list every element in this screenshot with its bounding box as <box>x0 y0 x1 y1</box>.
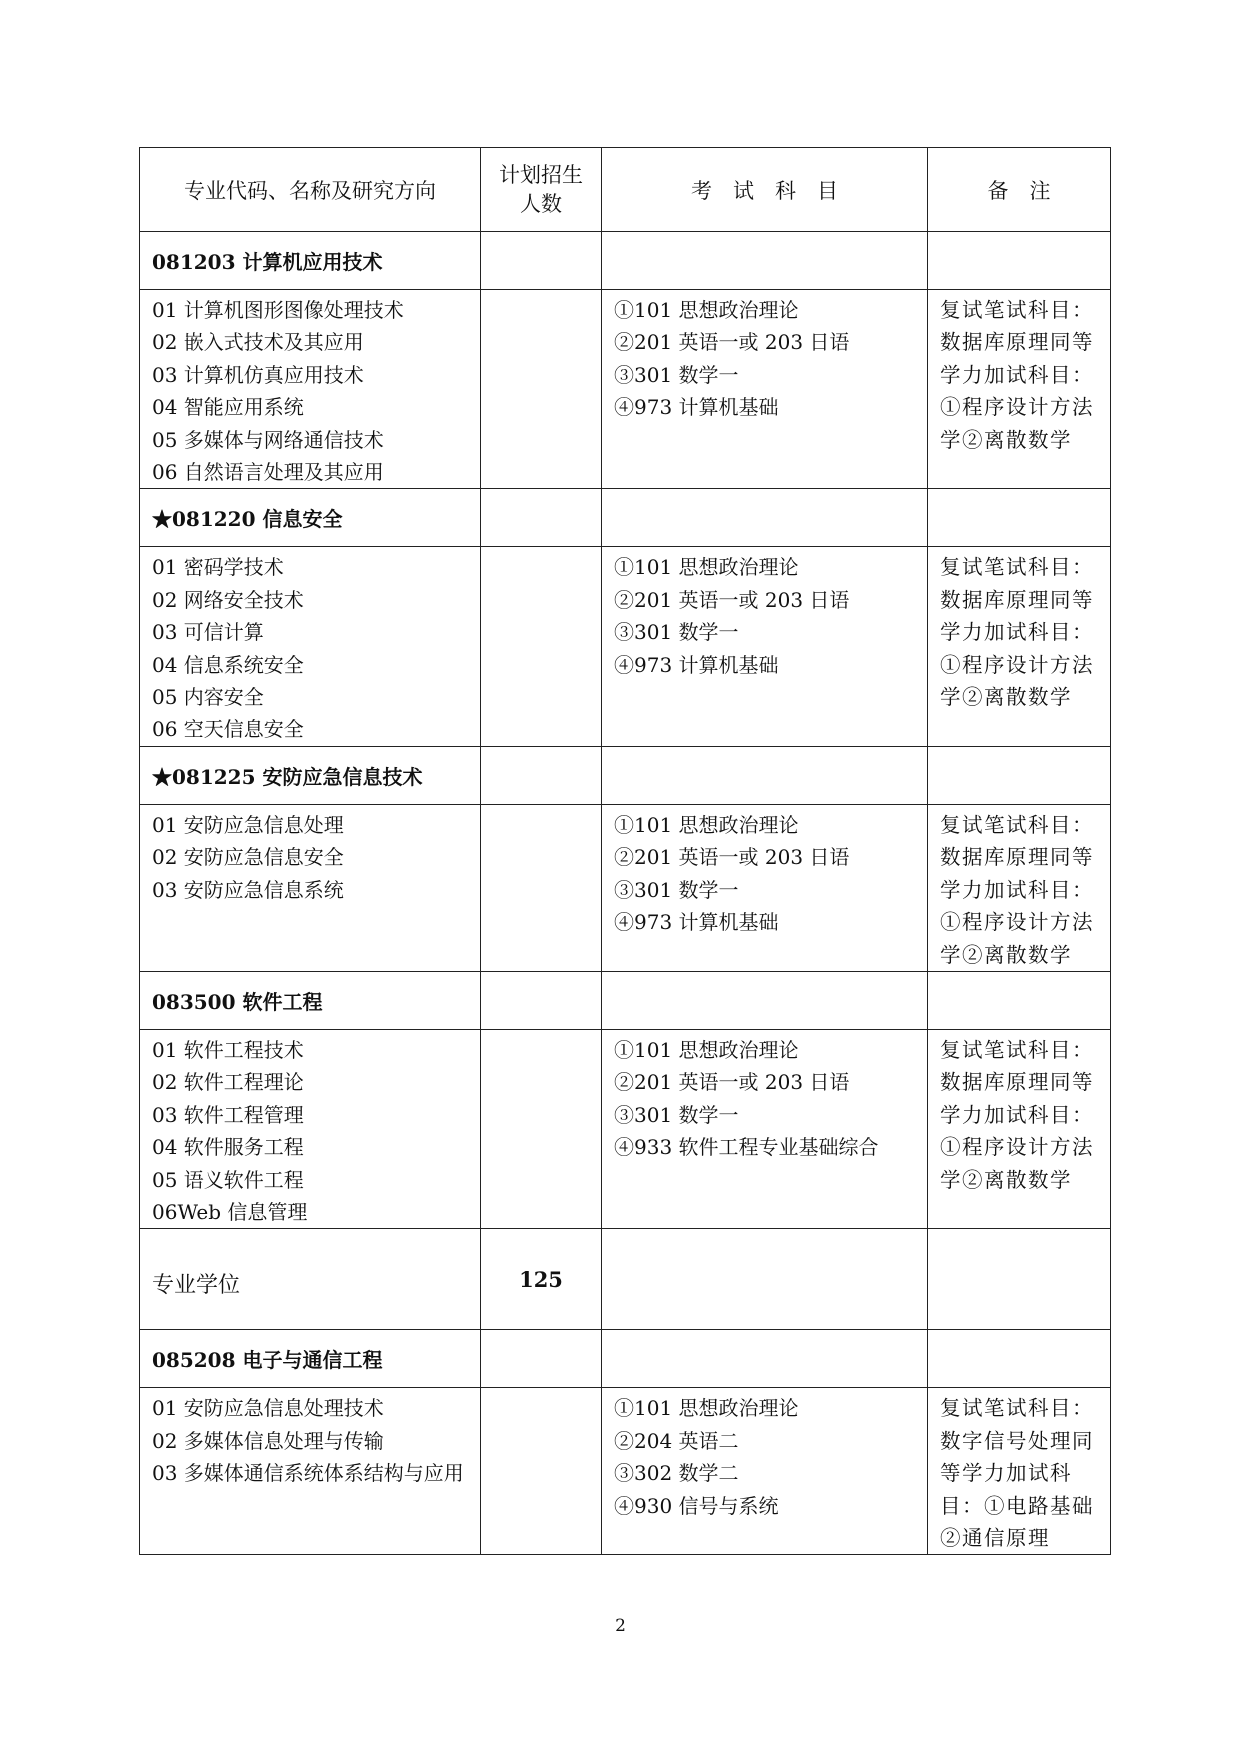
exam-item: ④973 计算机基础 <box>614 652 779 677</box>
section-title: ★081225 安防应急信息技术 <box>140 746 481 804</box>
direction-item: 06 自然语言处理及其应用 <box>152 460 384 485</box>
direction-item: 05 多媒体与网络通信技术 <box>152 427 384 452</box>
direction-item: 04 信息系统安全 <box>152 652 304 677</box>
section-title-row <box>140 971 1111 1029</box>
exam-item: ①101 思想政治理论 <box>614 1037 799 1062</box>
exam-subjects <box>602 1388 928 1555</box>
header-plan-count-line1: 计划招生 <box>499 162 583 187</box>
research-directions <box>140 1388 481 1555</box>
exam-item: ①101 思想政治理论 <box>614 1396 799 1421</box>
section-detail-row <box>140 804 1111 971</box>
remark: 复试笔试科目：数据库原理同等学力加试科目：①程序设计方法学②离散数学 <box>928 804 1111 971</box>
direction-item: 02 安防应急信息安全 <box>152 845 344 870</box>
remark: 复试笔试科目：数字信号处理同等学力加试科目：①电路基础②通信原理 <box>928 1388 1111 1555</box>
exam-item: ②201 英语一或 203 日语 <box>614 845 850 870</box>
exam-item: ④973 计算机基础 <box>614 910 779 935</box>
section-title: 083500 软件工程 <box>140 971 481 1029</box>
exam-subjects <box>602 290 928 489</box>
section-title-row <box>140 232 1111 290</box>
section-title: 085208 电子与通信工程 <box>140 1330 481 1388</box>
direction-item: 02 多媒体信息处理与传输 <box>152 1428 384 1453</box>
exam-item: ④973 计算机基础 <box>614 395 779 420</box>
remark: 复试笔试科目：数据库原理同等学力加试科目：①程序设计方法学②离散数学 <box>928 1029 1111 1228</box>
direction-item: 05 语义软件工程 <box>152 1167 304 1192</box>
exam-item: ③301 数学一 <box>614 620 739 645</box>
research-directions <box>140 804 481 971</box>
exam-item: ③301 数学一 <box>614 362 739 387</box>
direction-item: 02 软件工程理论 <box>152 1070 304 1095</box>
direction-item: 01 密码学技术 <box>152 555 284 580</box>
direction-item: 01 计算机图形图像处理技术 <box>152 298 404 322</box>
section-title-row <box>140 1330 1111 1388</box>
exam-subjects <box>602 804 928 971</box>
research-directions <box>140 1029 481 1228</box>
research-directions <box>140 290 481 489</box>
plan-count-cell <box>481 1388 602 1555</box>
exam-item: ④930 信号与系统 <box>614 1493 779 1518</box>
direction-item: 03 可信计算 <box>152 620 264 645</box>
direction-item: 02 网络安全技术 <box>152 587 304 612</box>
section-detail-row <box>140 290 1111 489</box>
direction-item: 03 安防应急信息系统 <box>152 877 344 902</box>
section-title-row <box>140 746 1111 804</box>
exam-item: ②201 英语一或 203 日语 <box>614 330 850 355</box>
exam-subjects <box>602 547 928 746</box>
degree-row <box>140 1229 1111 1330</box>
plan-count-cell <box>481 1029 602 1228</box>
degree-plan-count: 125 <box>481 1229 602 1330</box>
remark: 复试笔试科目：数据库原理同等学力加试科目：①程序设计方法学②离散数学 <box>928 547 1111 746</box>
exam-item: ③301 数学一 <box>614 877 739 902</box>
exam-item: ①101 思想政治理论 <box>614 555 799 580</box>
section-title: 081203 计算机应用技术 <box>140 232 481 290</box>
header-exam-subjects: 考 试 科 目 <box>602 148 928 232</box>
direction-item: 03 计算机仿真应用技术 <box>152 362 364 387</box>
degree-title: 专业学位 <box>140 1229 481 1330</box>
direction-item: 01 软件工程技术 <box>152 1037 304 1062</box>
header-plan-count <box>481 148 602 232</box>
section-detail-row <box>140 1029 1111 1228</box>
direction-item: 03 多媒体通信系统体系结构与应用 <box>152 1461 464 1486</box>
direction-item: 01 安防应急信息处理技术 <box>152 1396 384 1421</box>
exam-subjects <box>602 1029 928 1228</box>
exam-item: ①101 思想政治理论 <box>614 812 799 837</box>
exam-item: ①101 思想政治理论 <box>614 298 799 322</box>
section-detail-row <box>140 547 1111 746</box>
header-plan-count-line2: 人数 <box>520 191 562 216</box>
header-remarks: 备 注 <box>928 148 1111 232</box>
plan-count-cell <box>481 290 602 489</box>
remark: 复试笔试科目：数据库原理同等学力加试科目：①程序设计方法学②离散数学 <box>928 290 1111 489</box>
direction-item: 05 内容安全 <box>152 685 264 710</box>
direction-item: 02 嵌入式技术及其应用 <box>152 330 364 355</box>
exam-item: ④933 软件工程专业基础综合 <box>614 1135 879 1160</box>
section-detail-row <box>140 1388 1111 1555</box>
admissions-table <box>139 147 1111 1555</box>
header-row <box>140 148 1111 232</box>
section-title: ★081220 信息安全 <box>140 489 481 547</box>
exam-item: ③302 数学二 <box>614 1461 739 1486</box>
research-directions <box>140 547 481 746</box>
plan-count-cell <box>481 804 602 971</box>
exam-item: ②201 英语一或 203 日语 <box>614 1070 850 1095</box>
direction-item: 06Web 信息管理 <box>152 1199 308 1224</box>
direction-item: 04 智能应用系统 <box>152 395 304 420</box>
direction-item: 03 软件工程管理 <box>152 1102 304 1127</box>
plan-count-cell <box>481 547 602 746</box>
exam-item: ②204 英语二 <box>614 1428 739 1453</box>
section-title-row <box>140 489 1111 547</box>
direction-item: 01 安防应急信息处理 <box>152 812 344 837</box>
direction-item: 06 空天信息安全 <box>152 717 304 742</box>
page-number: 2 <box>615 1616 626 1636</box>
exam-item: ③301 数学一 <box>614 1102 739 1127</box>
exam-item: ②201 英语一或 203 日语 <box>614 587 850 612</box>
direction-item: 04 软件服务工程 <box>152 1135 304 1160</box>
header-major: 专业代码、名称及研究方向 <box>140 148 481 232</box>
